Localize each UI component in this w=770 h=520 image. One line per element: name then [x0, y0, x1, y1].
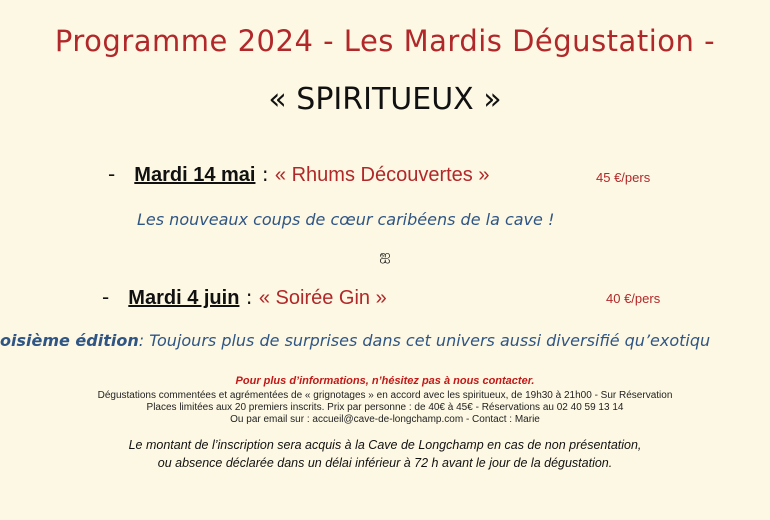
page-title: Programme 2024 - Les Mardis Dégustation - [54, 24, 716, 58]
event-2-description-prefix: oisième édition [0, 331, 139, 350]
info-line-1: Dégustations commentées et agrémentées de « grignotages » en accord avec les spiritueux, de 19h30 à 21h00 - Sur Réservation [97, 390, 673, 401]
event-2-description [0, 331, 710, 350]
event-2-date: Mardi 4 juin [128, 287, 240, 309]
info-line-3: Ou par email sur : accueil@cave-de-longchamp.com - Contact : Marie [230, 414, 540, 425]
info-headline: Pour plus d’informations, n’hésitez pas à nous contacter. [235, 375, 535, 387]
separator-ornament: ஐ [379, 248, 391, 264]
event-1-description: Les nouveaux coups de cœur caribéens de la cave ! [137, 210, 555, 229]
event-1-dash: - [108, 162, 116, 186]
event-1-price: 45 €/pers [596, 170, 651, 185]
event-2-price: 40 €/pers [606, 291, 661, 306]
page-subtitle: « SPIRITUEUX » [268, 82, 502, 117]
event-2-name: « Soirée Gin » [258, 287, 387, 309]
event-2-line [102, 285, 387, 310]
event-2-colon: : [239, 285, 259, 309]
event-1-colon: : [255, 162, 275, 186]
event-1-line [108, 162, 489, 187]
event-1-name: « Rhums Découvertes » [274, 164, 490, 186]
note-line-1: Le montant de l’inscription sera acquis à la Cave de Longchamp en cas de non présentation, [128, 438, 642, 452]
event-1-date: Mardi 14 mai [134, 164, 256, 186]
event-2-dash: - [102, 285, 110, 309]
info-line-2: Places limitées aux 20 premiers inscrits. Prix par personne : de 40€ à 45€ - Réservations au 02 40 59 13 14 [146, 402, 624, 413]
note-line-2: ou absence déclarée dans un délai inférieur à 72 h avant le jour de la dégustation. [157, 456, 613, 470]
event-2-description-text: : Toujours plus de surprises dans cet univers aussi diversifié qu’exotiqu [138, 331, 711, 350]
